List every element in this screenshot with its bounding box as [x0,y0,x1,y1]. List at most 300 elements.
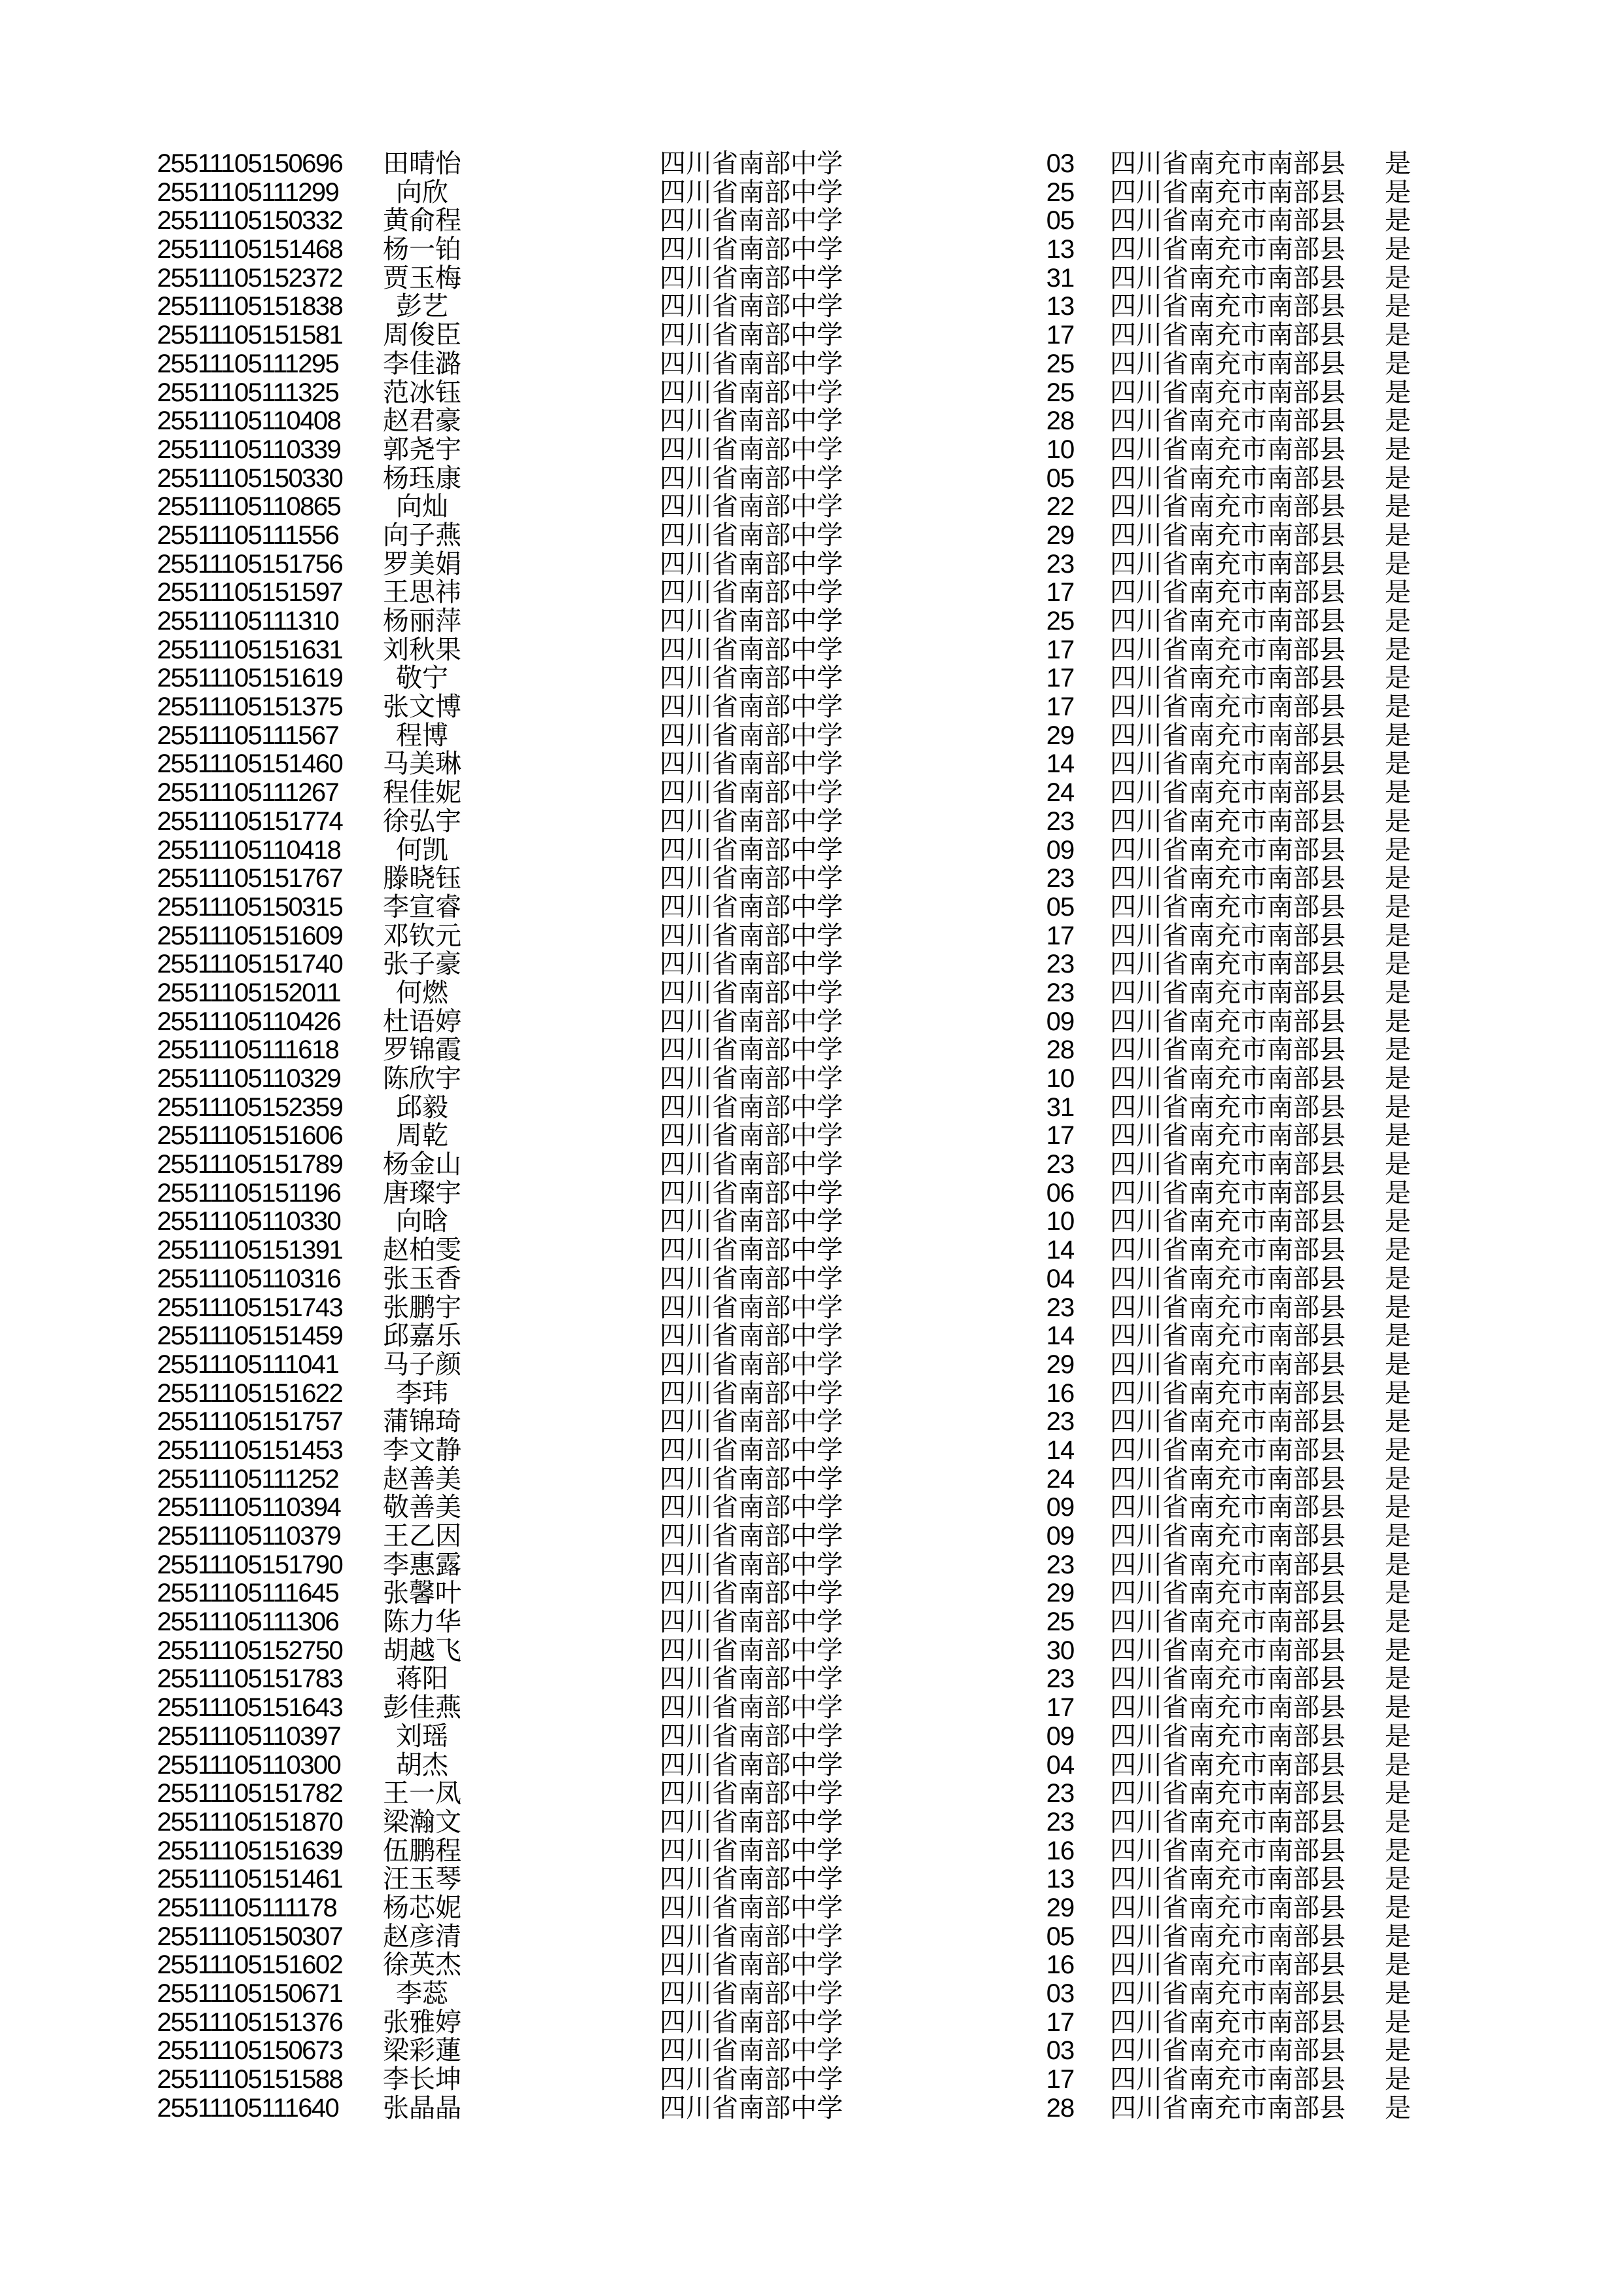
table-row [0,750,1623,779]
group-number-cell: 23 [1046,549,1075,579]
group-number-cell: 23 [1046,1150,1075,1179]
table-row [0,1837,1623,1866]
district-cell: 四川省南充市南部县 [1110,2065,1346,2094]
group-number-cell: 17 [1046,664,1075,693]
school-cell: 四川省南部中学 [660,463,843,493]
school-cell: 四川省南部中学 [660,1321,843,1351]
name-cell: 赵彦清 [383,1922,461,1951]
table-row [0,922,1623,951]
confirm-flag-cell: 是 [1385,1035,1411,1065]
confirm-flag-cell: 是 [1385,1064,1411,1093]
school-cell: 四川省南部中学 [660,1236,843,1265]
confirm-flag-cell: 是 [1385,177,1411,207]
group-number-cell: 05 [1046,206,1075,236]
school-cell: 四川省南部中学 [660,1035,843,1065]
confirm-flag-cell: 是 [1385,492,1411,522]
district-cell: 四川省南充市南部县 [1110,1721,1346,1751]
name-cell: 赵善美 [383,1464,461,1494]
confirm-flag-cell: 是 [1385,978,1411,1007]
candidate-id-cell: 25511105151597 [157,578,343,607]
table-row [0,1923,1623,1952]
confirm-flag-cell: 是 [1385,1865,1411,1894]
name-cell: 何燃 [396,978,448,1007]
group-number-cell: 17 [1046,921,1075,950]
district-cell: 四川省南充市南部县 [1110,1178,1346,1208]
school-cell: 四川省南部中学 [660,492,843,522]
group-number-cell: 23 [1046,1779,1075,1808]
group-number-cell: 05 [1046,463,1075,493]
group-number-cell: 17 [1046,1121,1075,1151]
name-cell: 程佳妮 [383,778,461,808]
name-cell: 刘秋果 [383,635,461,664]
district-cell: 四川省南充市南部县 [1110,149,1346,178]
name-cell: 李惠露 [383,1550,461,1579]
confirm-flag-cell: 是 [1385,2065,1411,2094]
district-cell: 四川省南充市南部县 [1110,1435,1346,1465]
candidate-id-cell: 25511105111325 [157,378,339,407]
confirm-flag-cell: 是 [1385,349,1411,378]
district-cell: 四川省南充市南部县 [1110,1607,1346,1637]
school-cell: 四川省南部中学 [660,1550,843,1579]
candidate-id-cell: 25511105151375 [157,692,343,722]
candidate-id-cell: 25511105110316 [157,1264,341,1293]
confirm-flag-cell: 是 [1385,1779,1411,1808]
name-cell: 张子豪 [383,950,461,979]
group-number-cell: 23 [1046,864,1075,893]
district-cell: 四川省南充市南部县 [1110,1979,1346,2008]
group-number-cell: 17 [1046,692,1075,722]
confirm-flag-cell: 是 [1385,1493,1411,1522]
candidate-id-cell: 25511105151602 [157,1950,343,1980]
name-cell: 伍鹏程 [383,1836,461,1865]
district-cell: 四川省南充市南部县 [1110,1664,1346,1694]
district-cell: 四川省南充市南部县 [1110,692,1346,722]
table-row [0,321,1623,350]
table-row [0,236,1623,264]
group-number-cell: 17 [1046,1693,1075,1723]
name-cell: 张玉香 [383,1264,461,1293]
table-row [0,1179,1623,1208]
table-row [0,1494,1623,1522]
candidate-id-cell: 25511105150330 [157,463,343,493]
school-cell: 四川省南部中学 [660,950,843,979]
name-cell: 黄俞程 [383,206,461,236]
district-cell: 四川省南充市南部县 [1110,1807,1346,1837]
district-cell: 四川省南充市南部县 [1110,1092,1346,1122]
district-cell: 四川省南充市南部县 [1110,1035,1346,1065]
name-cell: 敬宁 [396,664,448,693]
district-cell: 四川省南充市南部县 [1110,1378,1346,1408]
group-number-cell: 29 [1046,1579,1075,1608]
table-row [0,465,1623,493]
table-row [0,1579,1623,1608]
name-cell: 彭佳燕 [383,1693,461,1723]
confirm-flag-cell: 是 [1385,1293,1411,1322]
confirm-flag-cell: 是 [1385,1407,1411,1437]
table-row [0,1780,1623,1808]
group-number-cell: 25 [1046,1607,1075,1637]
group-number-cell: 10 [1046,435,1075,464]
confirm-flag-cell: 是 [1385,892,1411,922]
confirm-flag-cell: 是 [1385,1922,1411,1951]
candidate-id-cell: 25511105152750 [157,1636,343,1665]
group-number-cell: 06 [1046,1178,1075,1208]
group-number-cell: 14 [1046,1435,1075,1465]
district-cell: 四川省南充市南部县 [1110,2093,1346,2123]
district-cell: 四川省南充市南部县 [1110,177,1346,207]
table-row [0,636,1623,665]
candidate-id-cell: 25511105151461 [157,1865,343,1894]
school-cell: 四川省南部中学 [660,349,843,378]
candidate-id-cell: 25511105152372 [157,263,343,293]
confirm-flag-cell: 是 [1385,1664,1411,1694]
candidate-id-cell: 25511105110300 [157,1750,341,1780]
confirm-flag-cell: 是 [1385,1464,1411,1494]
school-cell: 四川省南部中学 [660,1922,843,1951]
name-cell: 张馨叶 [383,1579,461,1608]
name-cell: 杜语婷 [383,1007,461,1036]
name-cell: 唐璨宇 [383,1178,461,1208]
table-row [0,1894,1623,1923]
confirm-flag-cell: 是 [1385,2093,1411,2123]
candidate-id-cell: 25511105151743 [157,1293,343,1322]
confirm-flag-cell: 是 [1385,1893,1411,1922]
candidate-id-cell: 25511105151789 [157,1150,343,1179]
table-row [0,150,1623,179]
group-number-cell: 29 [1046,520,1075,550]
district-cell: 四川省南充市南部县 [1110,1236,1346,1265]
table-row [0,2009,1623,2037]
group-number-cell: 29 [1046,1893,1075,1922]
candidate-id-cell: 25511105150671 [157,1979,343,2008]
school-cell: 四川省南部中学 [660,292,843,321]
school-cell: 四川省南部中学 [660,1378,843,1408]
confirm-flag-cell: 是 [1385,1178,1411,1208]
candidate-id-cell: 25511105150696 [157,149,343,178]
confirm-flag-cell: 是 [1385,263,1411,293]
group-number-cell: 03 [1046,149,1075,178]
table-row [0,836,1623,865]
candidate-id-cell: 25511105151376 [157,2007,343,2037]
table-row [0,2037,1623,2066]
table-row [0,379,1623,408]
confirm-flag-cell: 是 [1385,749,1411,779]
group-number-cell: 17 [1046,2007,1075,2037]
district-cell: 四川省南充市南部县 [1110,321,1346,350]
candidate-id-cell: 25511105151639 [157,1836,343,1865]
district-cell: 四川省南充市南部县 [1110,349,1346,378]
district-cell: 四川省南充市南部县 [1110,2007,1346,2037]
candidate-id-cell: 25511105110418 [157,835,341,865]
school-cell: 四川省南部中学 [660,520,843,550]
district-cell: 四川省南充市南部县 [1110,664,1346,693]
confirm-flag-cell: 是 [1385,1979,1411,2008]
name-cell: 赵君豪 [383,406,461,436]
district-cell: 四川省南充市南部县 [1110,1464,1346,1494]
candidate-id-cell: 25511105151774 [157,806,343,836]
district-cell: 四川省南充市南部县 [1110,206,1346,236]
district-cell: 四川省南充市南部县 [1110,1207,1346,1236]
candidate-id-cell: 25511105151459 [157,1321,343,1351]
district-cell: 四川省南充市南部县 [1110,1550,1346,1579]
name-cell: 李长坤 [383,2065,461,2094]
group-number-cell: 09 [1046,1007,1075,1036]
district-cell: 四川省南充市南部县 [1110,635,1346,664]
district-cell: 四川省南充市南部县 [1110,1750,1346,1780]
school-cell: 四川省南部中学 [660,1779,843,1808]
table-row [0,950,1623,979]
table-row [0,407,1623,436]
district-cell: 四川省南充市南部县 [1110,1579,1346,1608]
name-cell: 杨芯妮 [383,1893,461,1922]
confirm-flag-cell: 是 [1385,549,1411,579]
district-cell: 四川省南充市南部县 [1110,1893,1346,1922]
school-cell: 四川省南部中学 [660,549,843,579]
candidate-id-cell: 25511105151588 [157,2065,343,2094]
confirm-flag-cell: 是 [1385,806,1411,836]
table-row [0,1665,1623,1694]
group-number-cell: 16 [1046,1836,1075,1865]
confirm-flag-cell: 是 [1385,1378,1411,1408]
candidate-id-cell: 25511105151453 [157,1435,343,1465]
school-cell: 四川省南部中学 [660,1493,843,1522]
candidate-id-cell: 25511105111567 [157,721,339,750]
candidate-id-cell: 25511105111299 [157,177,339,207]
group-number-cell: 04 [1046,1264,1075,1293]
candidate-id-cell: 25511105152359 [157,1092,343,1122]
group-number-cell: 23 [1046,1807,1075,1837]
district-cell: 四川省南充市南部县 [1110,1779,1346,1808]
school-cell: 四川省南部中学 [660,2093,843,2123]
district-cell: 四川省南充市南部县 [1110,378,1346,407]
candidate-id-cell: 25511105110394 [157,1493,341,1522]
confirm-flag-cell: 是 [1385,1836,1411,1865]
table-row [0,1694,1623,1723]
school-cell: 四川省南部中学 [660,1721,843,1751]
name-cell: 李蕊 [396,1979,448,2008]
group-number-cell: 25 [1046,349,1075,378]
name-cell: 蒲锦琦 [383,1407,461,1437]
candidate-id-cell: 25511105150332 [157,206,343,236]
candidate-id-cell: 25511105152011 [157,978,341,1007]
table-row [0,1122,1623,1151]
confirm-flag-cell: 是 [1385,1721,1411,1751]
confirm-flag-cell: 是 [1385,1350,1411,1379]
table-row [0,664,1623,693]
group-number-cell: 03 [1046,1979,1075,2008]
name-cell: 向子燕 [383,520,461,550]
table-row [0,1065,1623,1094]
table-row [0,1751,1623,1780]
school-cell: 四川省南部中学 [660,406,843,436]
table-row [0,1437,1623,1465]
table-row [0,1094,1623,1122]
confirm-flag-cell: 是 [1385,1550,1411,1579]
confirm-flag-cell: 是 [1385,635,1411,664]
district-cell: 四川省南充市南部县 [1110,1922,1346,1951]
group-number-cell: 23 [1046,950,1075,979]
table-row [0,1351,1623,1380]
district-cell: 四川省南充市南部县 [1110,463,1346,493]
name-cell: 李宣睿 [383,892,461,922]
name-cell: 周俊臣 [383,321,461,350]
school-cell: 四川省南部中学 [660,1178,843,1208]
name-cell: 李佳潞 [383,349,461,378]
name-cell: 罗锦霞 [383,1035,461,1065]
school-cell: 四川省南部中学 [660,1121,843,1151]
school-cell: 四川省南部中学 [660,1607,843,1637]
group-number-cell: 23 [1046,1407,1075,1437]
table-row [0,1980,1623,2009]
group-number-cell: 09 [1046,1522,1075,1551]
candidate-id-cell: 25511105151468 [157,235,343,264]
group-number-cell: 16 [1046,1378,1075,1408]
candidate-id-cell: 25511105151196 [157,1178,341,1208]
school-cell: 四川省南部中学 [660,1150,843,1179]
confirm-flag-cell: 是 [1385,664,1411,693]
name-cell: 田晴怡 [383,149,461,178]
school-cell: 四川省南部中学 [660,1407,843,1437]
table-row [0,1151,1623,1179]
name-cell: 李玮 [396,1378,448,1408]
confirm-flag-cell: 是 [1385,1750,1411,1780]
group-number-cell: 29 [1046,721,1075,750]
confirm-flag-cell: 是 [1385,463,1411,493]
name-cell: 张雅婷 [383,2007,461,2037]
name-cell: 邱毅 [396,1092,448,1122]
confirm-flag-cell: 是 [1385,1607,1411,1637]
name-cell: 张鹏宇 [383,1293,461,1322]
table-row [0,1265,1623,1294]
school-cell: 四川省南部中学 [660,978,843,1007]
district-cell: 四川省南充市南部县 [1110,1293,1346,1322]
confirm-flag-cell: 是 [1385,1435,1411,1465]
table-row [0,1637,1623,1666]
district-cell: 四川省南充市南部县 [1110,292,1346,321]
candidate-id-cell: 25511105150315 [157,892,343,922]
table-row [0,1008,1623,1037]
group-number-cell: 29 [1046,1350,1075,1379]
name-cell: 贾玉梅 [383,263,461,293]
school-cell: 四川省南部中学 [660,1979,843,2008]
table-row [0,293,1623,321]
confirm-flag-cell: 是 [1385,235,1411,264]
confirm-flag-cell: 是 [1385,435,1411,464]
table-row [0,1294,1623,1323]
confirm-flag-cell: 是 [1385,578,1411,607]
name-cell: 徐英杰 [383,1950,461,1980]
group-number-cell: 04 [1046,1750,1075,1780]
group-number-cell: 25 [1046,607,1075,636]
name-cell: 刘瑶 [396,1721,448,1751]
district-cell: 四川省南充市南部县 [1110,1950,1346,1980]
table-row [0,1236,1623,1265]
district-cell: 四川省南充市南部县 [1110,1836,1346,1865]
table-row [0,1865,1623,1894]
student-table [0,150,1623,2123]
group-number-cell: 23 [1046,1293,1075,1322]
name-cell: 梁彩蓮 [383,2036,461,2066]
school-cell: 四川省南部中学 [660,1750,843,1780]
name-cell: 郭尧宇 [383,435,461,464]
school-cell: 四川省南部中学 [660,892,843,922]
table-row [0,1522,1623,1551]
district-cell: 四川省南充市南部县 [1110,2036,1346,2066]
table-row [0,1408,1623,1437]
confirm-flag-cell: 是 [1385,1236,1411,1265]
group-number-cell: 13 [1046,292,1075,321]
group-number-cell: 24 [1046,1464,1075,1494]
table-row [0,436,1623,465]
district-cell: 四川省南充市南部县 [1110,1636,1346,1665]
group-number-cell: 10 [1046,1064,1075,1093]
school-cell: 四川省南部中学 [660,749,843,779]
school-cell: 四川省南部中学 [660,1264,843,1293]
name-cell: 汪玉琴 [383,1865,461,1894]
candidate-id-cell: 25511105110408 [157,406,341,436]
district-cell: 四川省南充市南部县 [1110,1693,1346,1723]
table-row [0,2066,1623,2094]
name-cell: 张晶晶 [383,2093,461,2123]
confirm-flag-cell: 是 [1385,378,1411,407]
table-row [0,865,1623,893]
confirm-flag-cell: 是 [1385,1092,1411,1122]
table-row [0,808,1623,836]
name-cell: 何凯 [396,835,448,865]
table-row [0,522,1623,550]
candidate-id-cell: 25511105151460 [157,749,343,779]
group-number-cell: 13 [1046,235,1075,264]
table-row [0,1951,1623,1980]
district-cell: 四川省南充市南部县 [1110,492,1346,522]
name-cell: 马子颜 [383,1350,461,1379]
group-number-cell: 14 [1046,749,1075,779]
group-number-cell: 17 [1046,635,1075,664]
district-cell: 四川省南充市南部县 [1110,1264,1346,1293]
candidate-id-cell: 25511105151790 [157,1550,343,1579]
school-cell: 四川省南部中学 [660,1664,843,1694]
candidate-id-cell: 25511105150307 [157,1922,343,1951]
group-number-cell: 17 [1046,578,1075,607]
name-cell: 陈欣宇 [383,1064,461,1093]
table-row [0,1380,1623,1408]
group-number-cell: 25 [1046,378,1075,407]
school-cell: 四川省南部中学 [660,206,843,236]
table-row [0,779,1623,808]
name-cell: 邱嘉乐 [383,1321,461,1351]
name-cell: 王一凤 [383,1779,461,1808]
table-row [0,1322,1623,1351]
group-number-cell: 23 [1046,806,1075,836]
school-cell: 四川省南部中学 [660,235,843,264]
school-cell: 四川省南部中学 [660,2036,843,2066]
district-cell: 四川省南充市南部县 [1110,921,1346,950]
name-cell: 敬善美 [383,1493,461,1522]
district-cell: 四川省南充市南部县 [1110,1007,1346,1036]
confirm-flag-cell: 是 [1385,692,1411,722]
table-row [0,1208,1623,1236]
candidate-id-cell: 25511105151391 [157,1236,343,1265]
confirm-flag-cell: 是 [1385,2007,1411,2037]
table-row [0,1551,1623,1580]
group-number-cell: 09 [1046,1493,1075,1522]
candidate-id-cell: 25511105151757 [157,1407,343,1437]
name-cell: 杨珏康 [383,463,461,493]
candidate-id-cell: 25511105110397 [157,1721,341,1751]
candidate-id-cell: 25511105151622 [157,1378,343,1408]
name-cell: 邓钦元 [383,921,461,950]
name-cell: 陈力华 [383,1607,461,1637]
